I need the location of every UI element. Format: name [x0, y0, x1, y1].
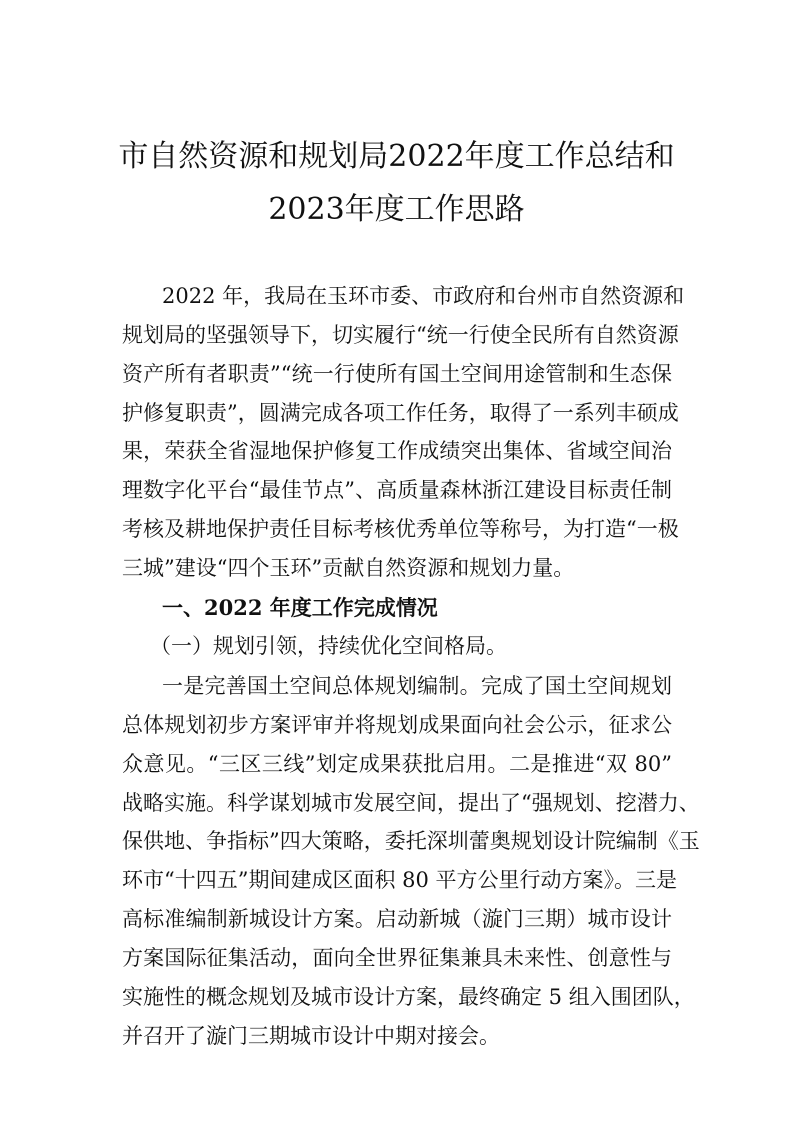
text-line: 考核及耕地保护责任目标考核优秀单位等称号，为打造“一极 — [122, 517, 679, 541]
text-line: 一是完善国土空间总体规划编制。完成了国土空间规划 — [162, 674, 672, 698]
text-line: 理数字化平台“最佳节点”、高质量森林浙江建设目标责任制 — [122, 478, 672, 502]
text-line: 2022 年，我局在玉环市委、市政府和台州市自然资源和 — [162, 284, 685, 308]
text-line: 资产所有者职责”“统一行使所有国土空间用途管制和生态保 — [122, 362, 672, 386]
title-line-2: 2023年度工作思路 — [268, 192, 525, 227]
text-line: 保供地、争指标”四大策略，委托深圳蕾奥规划设计院编制《玉 — [122, 829, 700, 853]
title-line-1: 市自然资源和规划局2022年度工作总结和 — [118, 139, 675, 174]
section-heading: 一、2022 年度工作完成情况 — [162, 595, 438, 620]
text-line: 方案国际征集活动，面向全世界征集兼具未来性、创意性与 — [122, 946, 672, 970]
text-line: 规划局的坚强领导下，切实履行“统一行使全民所有自然资源 — [122, 323, 679, 347]
text-line: 环市“十四五”期间建成区面积 80 平方公里行动方案》。三是 — [122, 868, 678, 892]
text-line: 众意见。“三区三线”划定成果获批启用。二是推进“双 80” — [122, 752, 672, 776]
text-line: 实施性的概念规划及城市设计方案，最终确定 5 组入围团队， — [122, 985, 695, 1009]
text-line: 高标准编制新城设计方案。启动新城（漩门三期）城市设计 — [122, 907, 672, 931]
subsection-heading: （一）规划引领，持续优化空间格局。 — [150, 634, 507, 658]
text-line: 战略实施。科学谋划城市发展空间，提出了“强规划、挖潜力、 — [122, 791, 700, 815]
text-line: 果，荣获全省湿地保护修复工作成绩突出集体、省域空间治 — [122, 439, 672, 463]
text-line: 并召开了漩门三期城市设计中期对接会。 — [122, 1024, 500, 1048]
text-line: 护修复职责”，圆满完成各项工作任务，取得了一系列丰硕成 — [122, 401, 679, 425]
text-line: 三城”建设“四个玉环”贡献自然资源和规划力量。 — [122, 556, 575, 580]
text-line: 总体规划初步方案评审并将规划成果面向社会公示，征求公 — [122, 713, 672, 737]
